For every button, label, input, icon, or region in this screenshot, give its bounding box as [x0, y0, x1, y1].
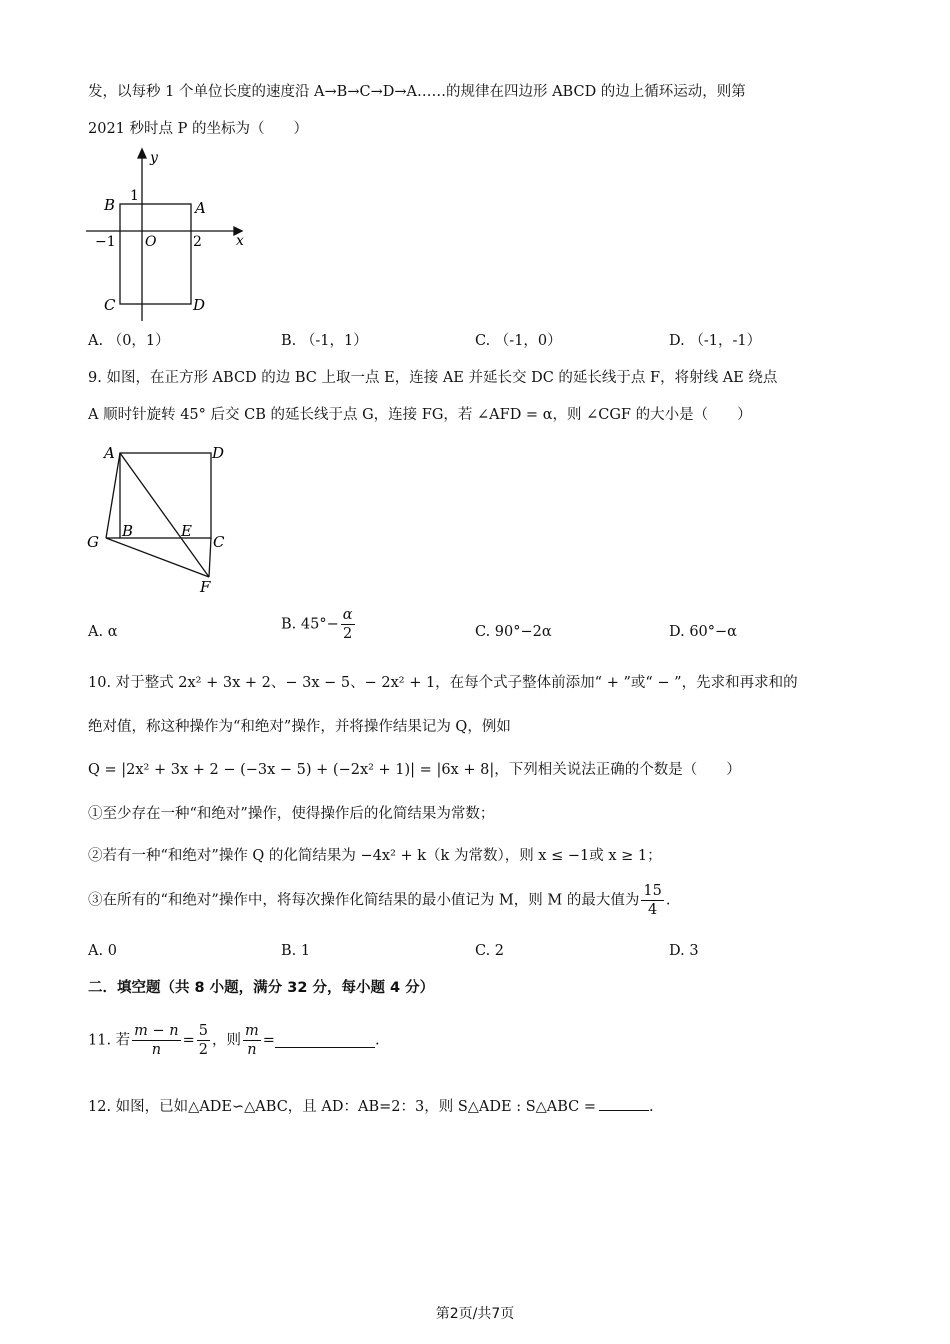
q10-statement-1: ①至少存在一种“和绝对”操作，使得操作后的化简结果为常数； — [88, 806, 495, 822]
q8-label-1: 1 — [130, 188, 139, 204]
section-heading-fill-in: 二．填空题（共 8 小题，满分 32 分，每小题 4 分） — [88, 980, 435, 996]
q10-option-d: D. 3 — [669, 943, 699, 959]
q9-label-A: A — [104, 444, 115, 462]
q9-square-figure — [82, 440, 242, 600]
q9-label-C: C — [213, 533, 225, 551]
q9-option-a: A. α — [88, 624, 118, 640]
q10-statement-3-text: ③在所有的“和绝对”操作中，将每次操作化简结果的最小值记为 M，则 M 的最大值为 — [88, 892, 640, 909]
q9-option-b-prefix: B. 45°− — [281, 616, 339, 633]
q10-text-line2: 绝对值，称这种操作为“和绝对”操作，并将操作结果记为 Q，例如 — [88, 719, 511, 735]
q12-answer-blank[interactable] — [599, 1096, 649, 1111]
q11-equals1: = — [182, 1032, 195, 1049]
q12-end: . — [649, 1099, 654, 1115]
q8-option-a: A. （0，1） — [88, 333, 170, 349]
q9-text-line1: 9. 如图，在正方形 ABCD 的边 BC 上取一点 E，连接 AE 并延长交 DC 的延长线于点 F，将射线 AE 绕点 — [88, 370, 778, 386]
q11-fraction2-denominator: 2 — [198, 1042, 209, 1058]
q9-label-E: E — [181, 522, 192, 540]
q12-text-body: 12. 如图，已如△ADE∽△ABC，且 AD：AB=2：3，则 S△ADE : S△ABC = — [88, 1099, 597, 1115]
q10-statement-3-end: . — [665, 892, 671, 909]
q10-option-a: A. 0 — [88, 943, 117, 959]
q9-label-B: B — [122, 522, 134, 540]
q9-option-c: C. 90°−2α — [475, 624, 552, 640]
q8-option-c: C. （-1，0） — [475, 333, 562, 349]
q11-fraction3-numerator: m — [245, 1023, 259, 1039]
q9-label-F: F — [200, 578, 211, 596]
q8-label-neg1: −1 — [95, 234, 116, 250]
q9-option-b-denominator: 2 — [343, 626, 353, 642]
q11-equals2: = — [262, 1032, 275, 1049]
q8-label-x: x — [236, 233, 244, 249]
q11-fraction2-numerator: 5 — [198, 1023, 209, 1039]
q10-text-line3: Q = |2x² + 3x + 2 − (−3x − 5) + (−2x² + 1)| = |6x + 8|，下列相关说法正确的个数是（ ） — [88, 762, 741, 778]
page-footer: 第2页/共7页 — [435, 1306, 515, 1322]
q11-prefix: 11. 若 — [88, 1032, 131, 1049]
q9-label-D: D — [212, 444, 225, 462]
q9-option-b-numerator: α — [342, 607, 353, 623]
q8-option-d: D. （-1，-1） — [669, 333, 762, 349]
q10-statement-3-denominator: 4 — [647, 902, 658, 918]
q11-fraction3-denominator: n — [247, 1042, 257, 1058]
q12-text — [88, 1096, 654, 1117]
q8-label-B: B — [104, 196, 116, 214]
q11-answer-blank[interactable] — [275, 1033, 375, 1048]
q8-option-b: B. （-1，1） — [281, 333, 368, 349]
q10-statement-3-numerator: 15 — [643, 883, 662, 899]
q10-text-line1: 10. 对于整式 2x² + 3x + 2、− 3x − 5、− 2x² + 1，在每个式子整体前添加“ + ”或“ − ”，先求和再求和的 — [88, 675, 798, 691]
q10-statement-3 — [88, 882, 670, 919]
q9-option-d: D. 60°−α — [669, 624, 737, 640]
q11-text — [88, 1022, 380, 1059]
q8-label-A: A — [195, 199, 206, 217]
q8-text-line1: 发，以每秒 1 个单位长度的速度沿 A→B→C→D→A……的规律在四边形 ABCD 的边上循环运动，则第 — [88, 84, 746, 100]
q8-coordinate-figure — [82, 145, 252, 323]
q10-option-b: B. 1 — [281, 943, 311, 959]
q11-end: . — [374, 1032, 380, 1049]
q8-label-O: O — [145, 234, 157, 250]
q9-text-line2: A 顺时针旋转 45° 后交 CB 的延长线于点 G，连接 FG，若 ∠AFD = α，则 ∠CGF 的大小是（ ） — [88, 407, 752, 423]
q11-fraction1-denominator: n — [151, 1042, 162, 1058]
q8-label-D: D — [193, 296, 206, 314]
q8-text-line2: 2021 秒时点 P 的坐标为（ ） — [88, 121, 308, 137]
q10-statement-2: ②若有一种“和绝对”操作 Q 的化简结果为 −4x² + k（k 为常数），则 x ≤ −1或 x ≥ 1； — [88, 848, 662, 864]
q8-label-2: 2 — [193, 234, 202, 250]
q8-label-C: C — [104, 296, 116, 314]
q8-label-y: y — [150, 150, 158, 166]
q9-option-b — [281, 606, 357, 643]
q9-label-G: G — [87, 533, 99, 551]
q11-fraction1-numerator: m − n — [134, 1023, 179, 1039]
q10-option-c: C. 2 — [475, 943, 505, 959]
q11-then: ，则 — [212, 1032, 242, 1049]
